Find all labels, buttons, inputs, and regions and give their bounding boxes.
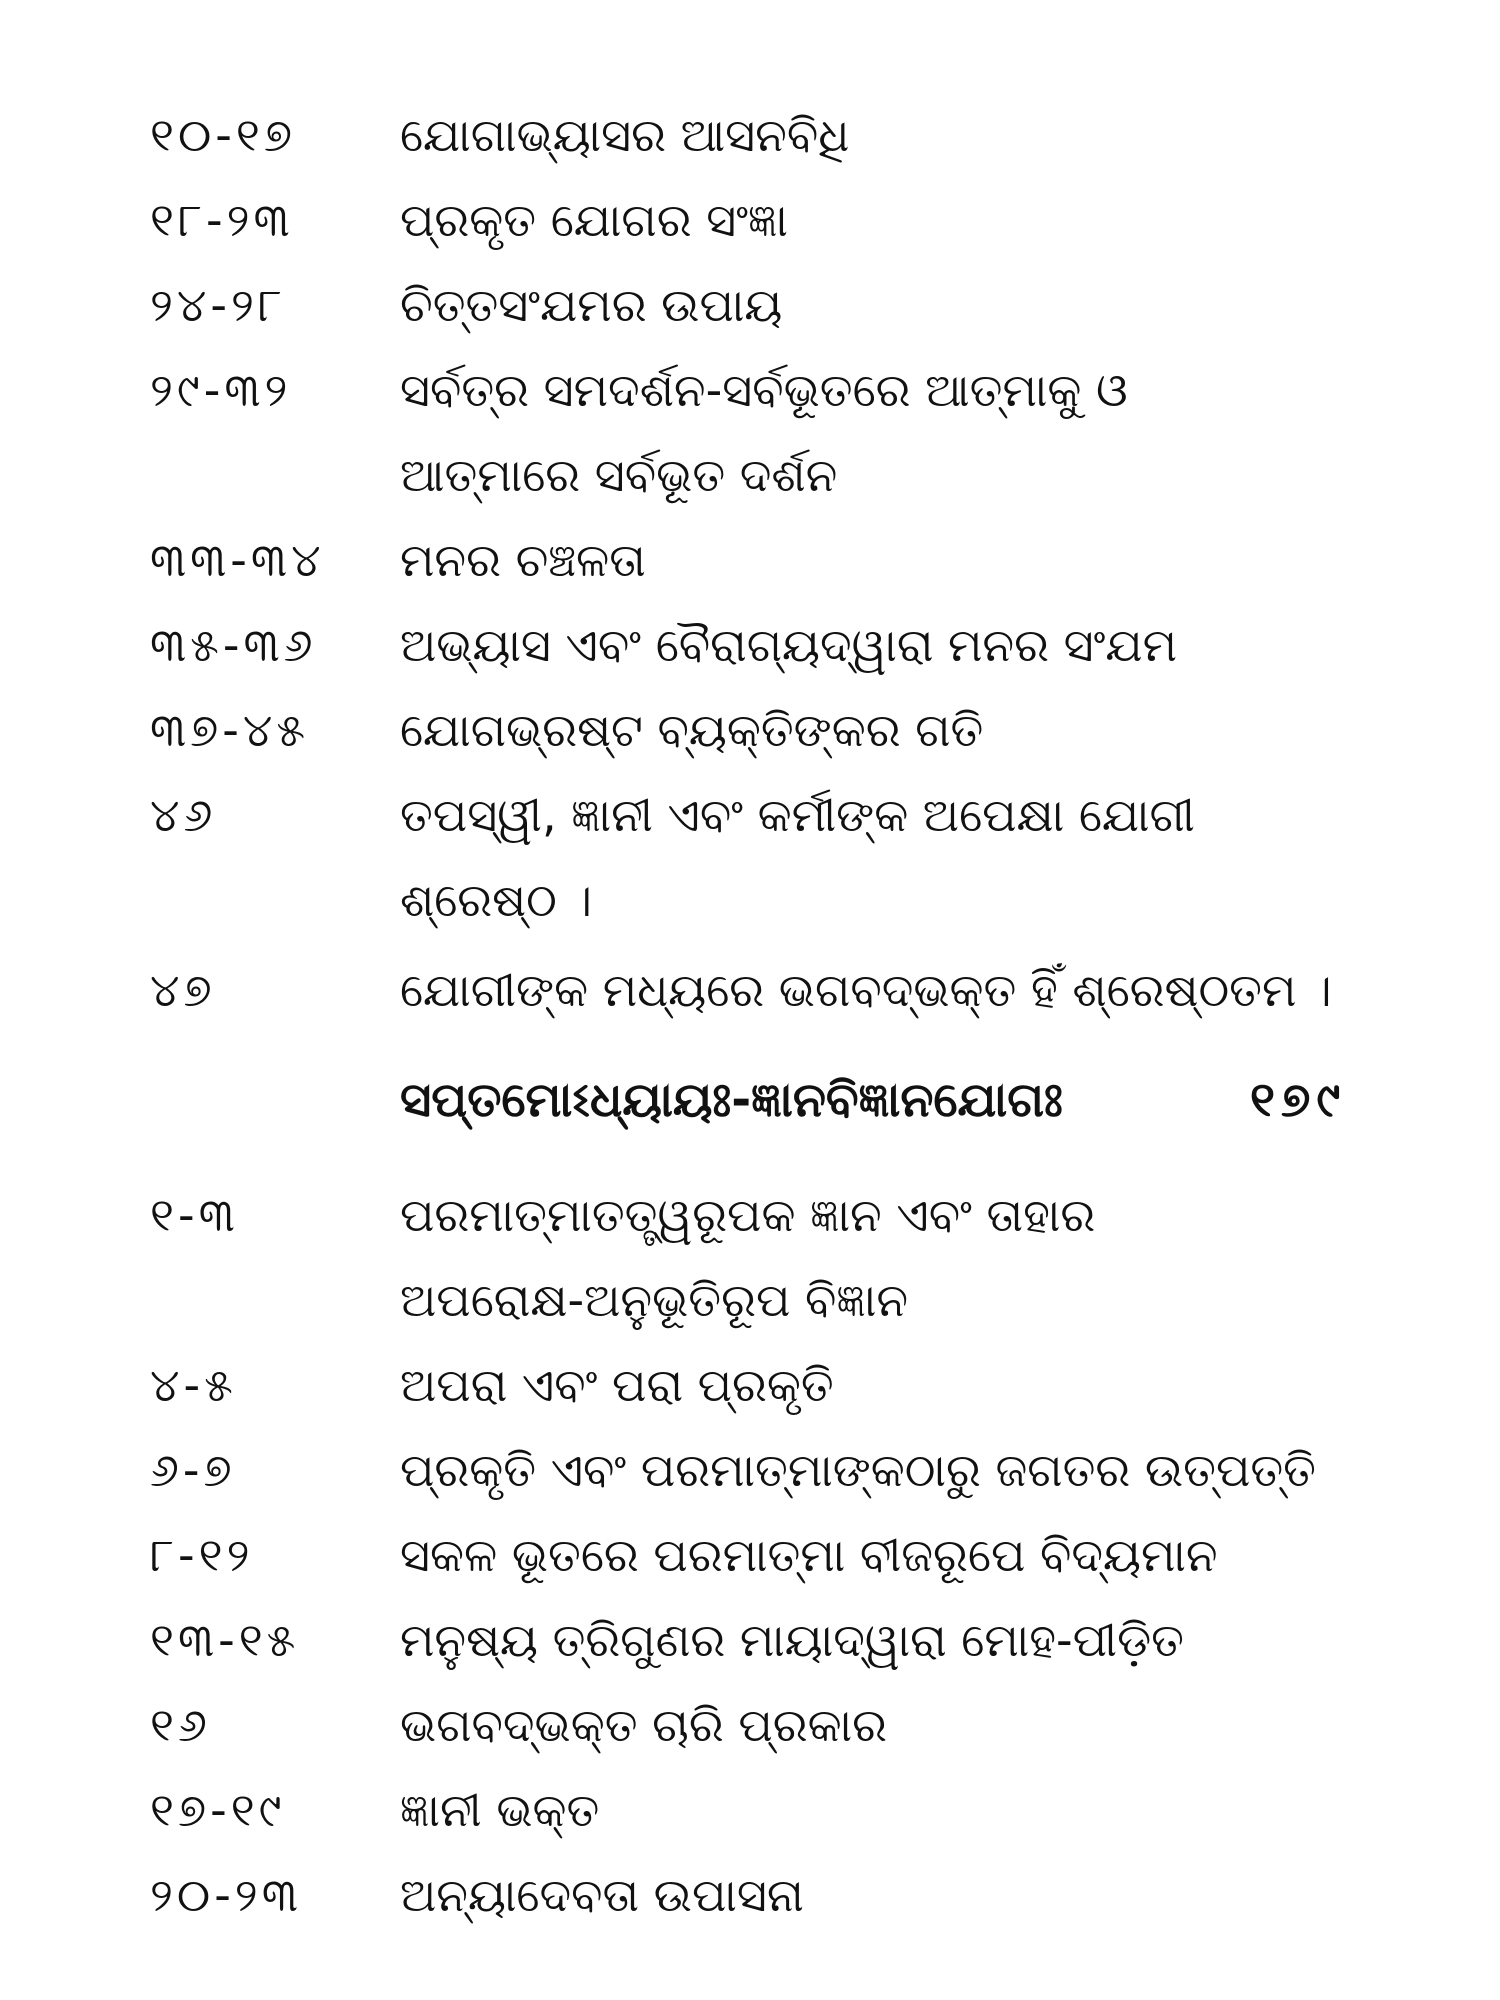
toc-entry	[0, 690, 1500, 770]
verse-range: ୧୭-୧୯	[150, 1783, 286, 1837]
verse-range: ୩୫-୩୬	[150, 618, 317, 672]
verse-range: ୧୩-୧୫	[150, 1613, 300, 1667]
entry-title: ଅନ୍ୟାଦେବତା ଉପାସନା	[400, 1868, 804, 1922]
verse-range: ୨୯-୩୨	[150, 363, 292, 417]
toc-entry	[0, 1770, 1500, 1850]
verse-range: ୩୩-୩୪	[150, 533, 325, 587]
entry-title: ପ୍ରକୃତି ଏବଂ ପରମାତ୍ମାଙ୍କଠାରୁ ଜଗତର ଉତ୍ପତ୍ତି	[400, 1443, 1316, 1497]
entry-title: ଅପରା ଏବଂ ପରା ପ୍ରକୃତି	[400, 1358, 834, 1412]
entry-title: ମନୁଷ୍ୟ ତ୍ରିଗୁଣର ମାୟାଦ୍ୱାରା ମୋହ-ପୀଡ଼ିତ	[400, 1613, 1184, 1667]
entry-title: ଯୋଗାଭ୍ୟାସର ଆସନବିଧି	[400, 108, 850, 162]
verse-range: ୧୬	[150, 1698, 211, 1752]
toc-entry	[0, 1175, 1500, 1255]
entry-title: ତପସ୍ୱୀ, ଜ୍ଞାନୀ ଏବଂ କର୍ମୀଙ୍କ ଅପେକ୍ଷା ଯୋଗୀ	[400, 788, 1195, 842]
verse-range: ୮-୧୨	[150, 1528, 254, 1582]
entry-title: ପରମାତ୍ମାତତ୍ତ୍ୱରୂପକ ଜ୍ଞାନ ଏବଂ ତାହାର	[400, 1188, 1096, 1242]
entry-title: ଯୋଗଭ୍ରଷ୍ଟ ବ୍ୟକ୍ତିଙ୍କର ଗତି	[400, 703, 984, 757]
verse-range: ୨୦-୨୩	[150, 1868, 302, 1922]
toc-entry	[0, 1600, 1500, 1680]
verse-range: ୧-୩	[150, 1188, 239, 1242]
entry-title: ପ୍ରକୃତ ଯୋଗର ସଂଜ୍ଞା	[400, 193, 788, 247]
toc-entry	[0, 775, 1500, 855]
verse-range: ୪୬	[150, 788, 217, 842]
chapter-page-number: ୧୭୯	[1250, 1072, 1347, 1128]
toc-entry	[0, 1855, 1500, 1935]
entry-title: ଭଗବଦ୍‌ଭକ୍ତ ଚାରି ପ୍ରକାର	[400, 1698, 887, 1752]
toc-entry	[0, 95, 1500, 175]
verse-range: ୬-୭	[150, 1443, 236, 1497]
verse-range: ୩୭-୪୫	[150, 703, 310, 757]
toc-entry	[0, 1430, 1500, 1510]
toc-entry	[0, 265, 1500, 345]
toc-entry-continuation	[0, 1260, 1500, 1340]
entry-title: ସକଳ ଭୂତରେ ପରମାତ୍ମା ବୀଜରୂପେ ବିଦ୍ୟମାନ	[400, 1528, 1218, 1582]
verse-range: ୨୪-୨୮	[150, 278, 286, 332]
chapter-heading	[0, 1060, 1500, 1140]
entry-title: ଯୋଗୀଙ୍କ ମଧ୍ୟରେ ଭଗବଦ୍‌ଭକ୍ତ ହିଁ ଶ୍ରେଷ୍ଠତମ ।	[400, 963, 1332, 1017]
verse-range: ୧୦-୧୭	[150, 108, 296, 162]
toc-entry	[0, 350, 1500, 430]
entry-title: ଚିତ୍ତସଂଯମର ଉପାୟ	[400, 278, 783, 332]
entry-title: ଅଭ୍ୟାସ ଏବଂ ବୈରାଗ୍ୟଦ୍ୱାରା ମନର ସଂଯମ	[400, 618, 1178, 672]
toc-entry	[0, 1345, 1500, 1425]
toc-entry-continuation	[0, 860, 1500, 940]
toc-entry	[0, 520, 1500, 600]
entry-title: ଜ୍ଞାନୀ ଭକ୍ତ	[400, 1783, 600, 1837]
entry-title: ମନର ଚଞ୍ଚଳତା	[400, 533, 646, 587]
toc-entry	[0, 180, 1500, 260]
verse-range: ୪-୫	[150, 1358, 237, 1412]
chapter-title: ସପ୍ତମୋଽଧ୍ୟାୟଃ-ଜ୍ଞାନବିଜ୍ଞାନଯୋଗଃ	[400, 1072, 1063, 1128]
entry-title-continued: ଆତ୍ମାରେ ସର୍ବଭୂତ ଦର୍ଶନ	[400, 448, 838, 502]
toc-entry	[0, 605, 1500, 685]
entry-title-continued: ଅପରୋକ୍ଷ-ଅନୁଭୂତିରୂପ ବିଜ୍ଞାନ	[400, 1273, 909, 1327]
toc-entry	[0, 950, 1500, 1030]
toc-entry-continuation	[0, 435, 1500, 515]
toc-entry	[0, 1685, 1500, 1765]
entry-title-continued: ଶ୍ରେଷ୍ଠ ।	[400, 873, 593, 927]
toc-entry	[0, 1515, 1500, 1595]
entry-title: ସର୍ବତ୍ର ସମଦର୍ଶନ-ସର୍ବଭୂତରେ ଆତ୍ମାକୁ ଓ	[400, 363, 1128, 417]
verse-range: ୪୭	[150, 963, 216, 1017]
verse-range: ୧୮-୨୩	[150, 193, 294, 247]
